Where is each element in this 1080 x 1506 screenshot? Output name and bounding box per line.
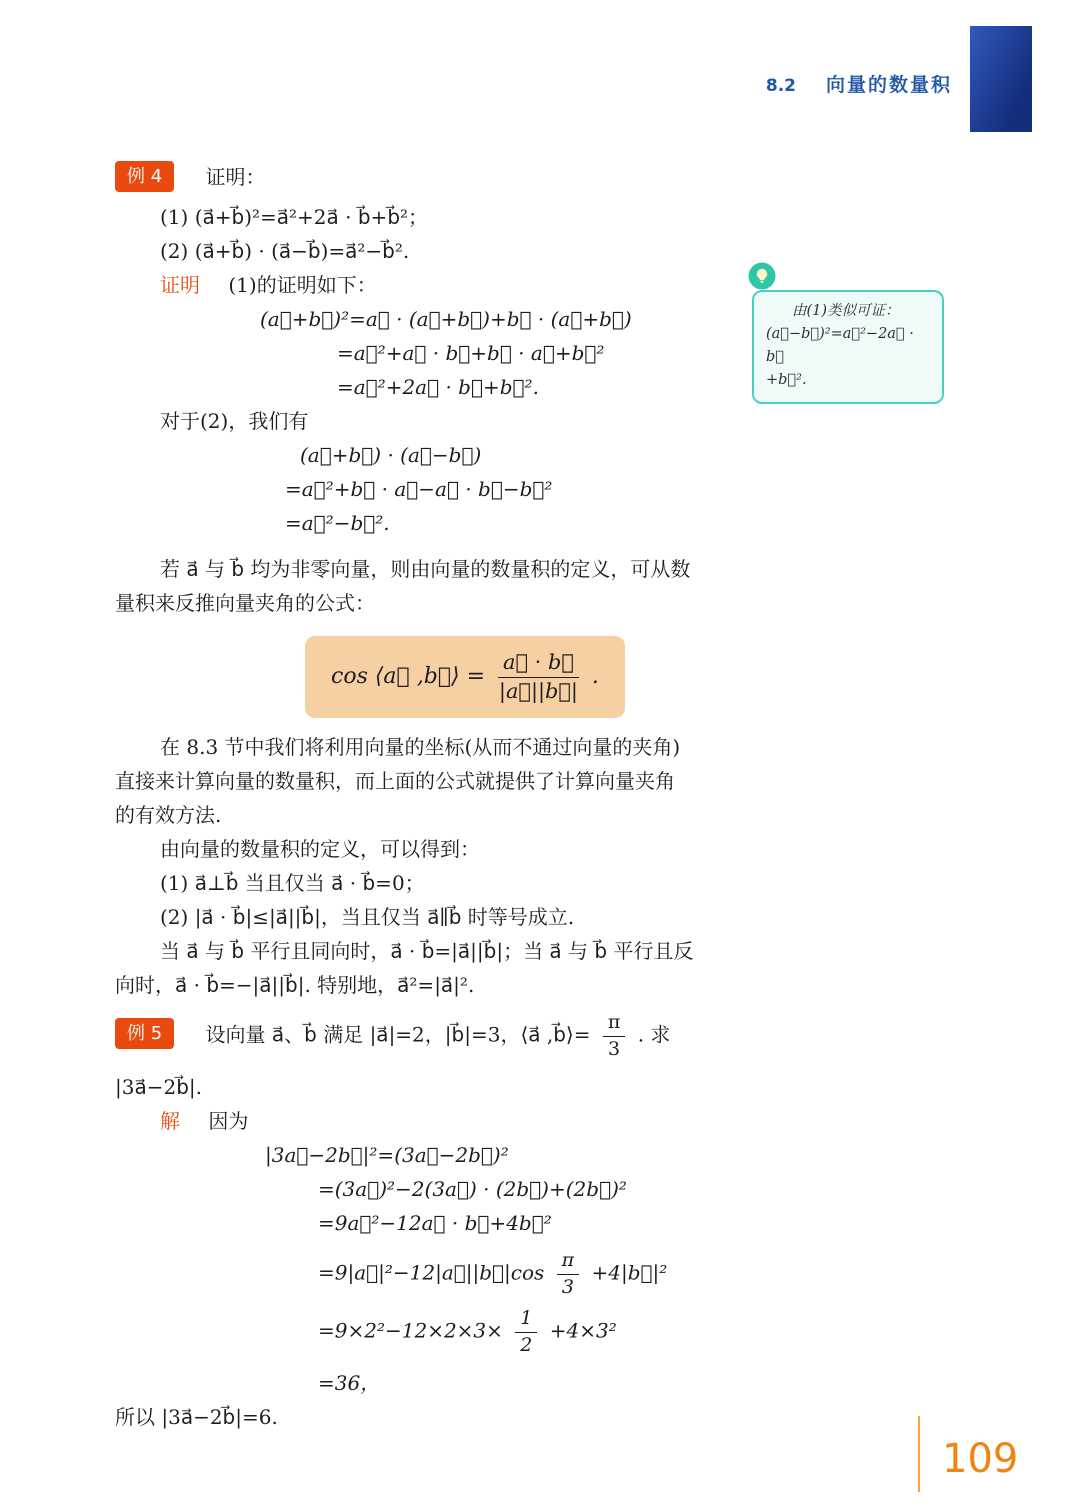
example4-claim-1: (1) (a⃗+b⃗)²=a⃗²+2a⃗ · b⃗+b⃗²； <box>160 205 429 229</box>
fraction <box>557 1249 580 1299</box>
example4-claim-2: (2) (a⃗+b⃗) · (a⃗−b⃗)=a⃗²−b⃗². <box>160 239 410 263</box>
formula-lhs: cos ⟨a⃗ ,b⃗⟩ = <box>331 664 486 690</box>
example5-lead: 设向量 a⃗、b⃗ 满足 |a⃗|=2，|b⃗|=3，⟨a⃗ ,b⃗⟩= <box>205 1022 591 1047</box>
equation-line: =36， <box>318 1370 381 1395</box>
fraction-numerator: 1 <box>515 1307 537 1333</box>
proof-lead: (1)的证明如下： <box>228 273 377 297</box>
fraction <box>603 1011 626 1061</box>
equation-segment: +4×3² <box>549 1318 617 1343</box>
fraction <box>515 1307 537 1357</box>
equation-line <box>115 1307 760 1357</box>
property-item-2: (2) |a⃗ · b⃗|≤|a⃗||b⃗|，当且仅当 a⃗∥b⃗ 时等号成立. <box>160 905 575 930</box>
paragraph-line: 在 8.3 节中我们将利用向量的坐标(从而不通过向量的夹角) <box>160 735 681 760</box>
example5-lead-post: . 求 <box>637 1022 671 1047</box>
fraction-denominator: |a⃗||b⃗| <box>498 679 578 704</box>
paragraph-line: 向时，a⃗ · b⃗=−|a⃗||b⃗|. 特别地，a⃗²=|a⃗|². <box>115 973 475 998</box>
property-item-1: (1) a⃗⊥b⃗ 当且仅当 a⃗ · b⃗=0； <box>160 871 425 896</box>
margin-note-line: +b⃗². <box>766 372 807 388</box>
equation-line: (a⃗+b⃗)²=a⃗ · (a⃗+b⃗)+b⃗ · (a⃗+b⃗) <box>260 307 632 331</box>
equation-segment: =9|a⃗|²−12|a⃗||b⃗|cos <box>318 1260 545 1285</box>
equation-line: =a⃗²+2a⃗ · b⃗+b⃗². <box>337 375 539 399</box>
equation-line: =a⃗²+a⃗ · b⃗+b⃗ · a⃗+b⃗² <box>337 341 605 365</box>
paragraph-line: 量积来反推向量夹角的公式： <box>115 591 375 615</box>
section-number: 8.2 <box>765 76 796 96</box>
solve-lead: 因为 <box>208 1108 249 1133</box>
solve-label: 解 <box>160 1108 180 1133</box>
fraction-numerator: π <box>603 1011 626 1037</box>
equation-line: |3a⃗−2b⃗|²=(3a⃗−2b⃗)² <box>265 1142 509 1167</box>
main-content <box>115 160 760 1434</box>
proof-label: 证明 <box>160 273 200 297</box>
conclusion-line: 所以 |3a⃗−2b⃗|=6. <box>115 1404 278 1429</box>
example5-header <box>115 1011 760 1061</box>
paragraph-line: 直接来计算向量的数量积，而上面的公式就提供了计算向量夹角 <box>115 769 675 794</box>
formula-end: . <box>591 664 599 690</box>
example4-badge: 例 4 <box>115 161 174 192</box>
corner-decoration <box>970 26 1032 132</box>
margin-note-line: (a⃗−b⃗)²=a⃗²−2a⃗ · b⃗ <box>766 326 914 365</box>
section-title: 向量的数量积 <box>825 74 952 96</box>
page-number: 109 <box>942 1436 1019 1482</box>
proof-row <box>115 268 760 302</box>
footer-rule <box>918 1416 920 1492</box>
example4-header <box>115 160 760 194</box>
properties-lead: 由向量的数量积的定义，可以得到： <box>160 837 480 862</box>
equation-line: =(3a⃗)²−2(3a⃗) · (2b⃗)+(2b⃗)² <box>318 1176 627 1201</box>
example5-badge: 例 5 <box>115 1018 174 1049</box>
section-header <box>766 70 952 97</box>
equation-line: =a⃗²−b⃗². <box>285 511 390 535</box>
paragraph-line: 当 a⃗ 与 b⃗ 平行且同向时，a⃗ · b⃗=|a⃗||b⃗|；当 a⃗ 与 b⃗ 平行且反 <box>160 939 694 964</box>
equation-segment: +4|b⃗|² <box>591 1260 668 1285</box>
formula-highlight-box <box>305 636 625 718</box>
equation-segment: =9×2²−12×2×3× <box>318 1318 503 1343</box>
margin-note <box>752 290 944 404</box>
solve-row <box>115 1104 760 1138</box>
equation-line: =9a⃗²−12a⃗ · b⃗+4b⃗² <box>318 1210 552 1235</box>
fraction-denominator: 2 <box>520 1334 533 1357</box>
fraction <box>498 650 579 704</box>
example5-lead-line2: |3a⃗−2b⃗|. <box>115 1074 202 1099</box>
equation-line <box>115 1249 760 1299</box>
fraction-numerator: π <box>557 1249 580 1275</box>
equation-line: (a⃗+b⃗) · (a⃗−b⃗) <box>300 443 482 467</box>
example4-lead: 证明： <box>205 165 266 189</box>
formula-highlight-row <box>305 636 760 718</box>
fraction-numerator: a⃗ · b⃗ <box>498 650 579 678</box>
part2-lead: 对于(2)，我们有 <box>160 409 309 433</box>
equation-line: =a⃗²+b⃗ · a⃗−a⃗ · b⃗−b⃗² <box>285 477 553 501</box>
paragraph-line: 若 a⃗ 与 b⃗ 均为非零向量，则由向量的数量积的定义，可从数 <box>160 557 691 581</box>
fraction-denominator: 3 <box>561 1275 574 1298</box>
fraction-denominator: 3 <box>608 1037 621 1060</box>
paragraph-line: 的有效方法. <box>115 803 222 828</box>
margin-note-line: 由(1)类似可证： <box>792 303 900 319</box>
